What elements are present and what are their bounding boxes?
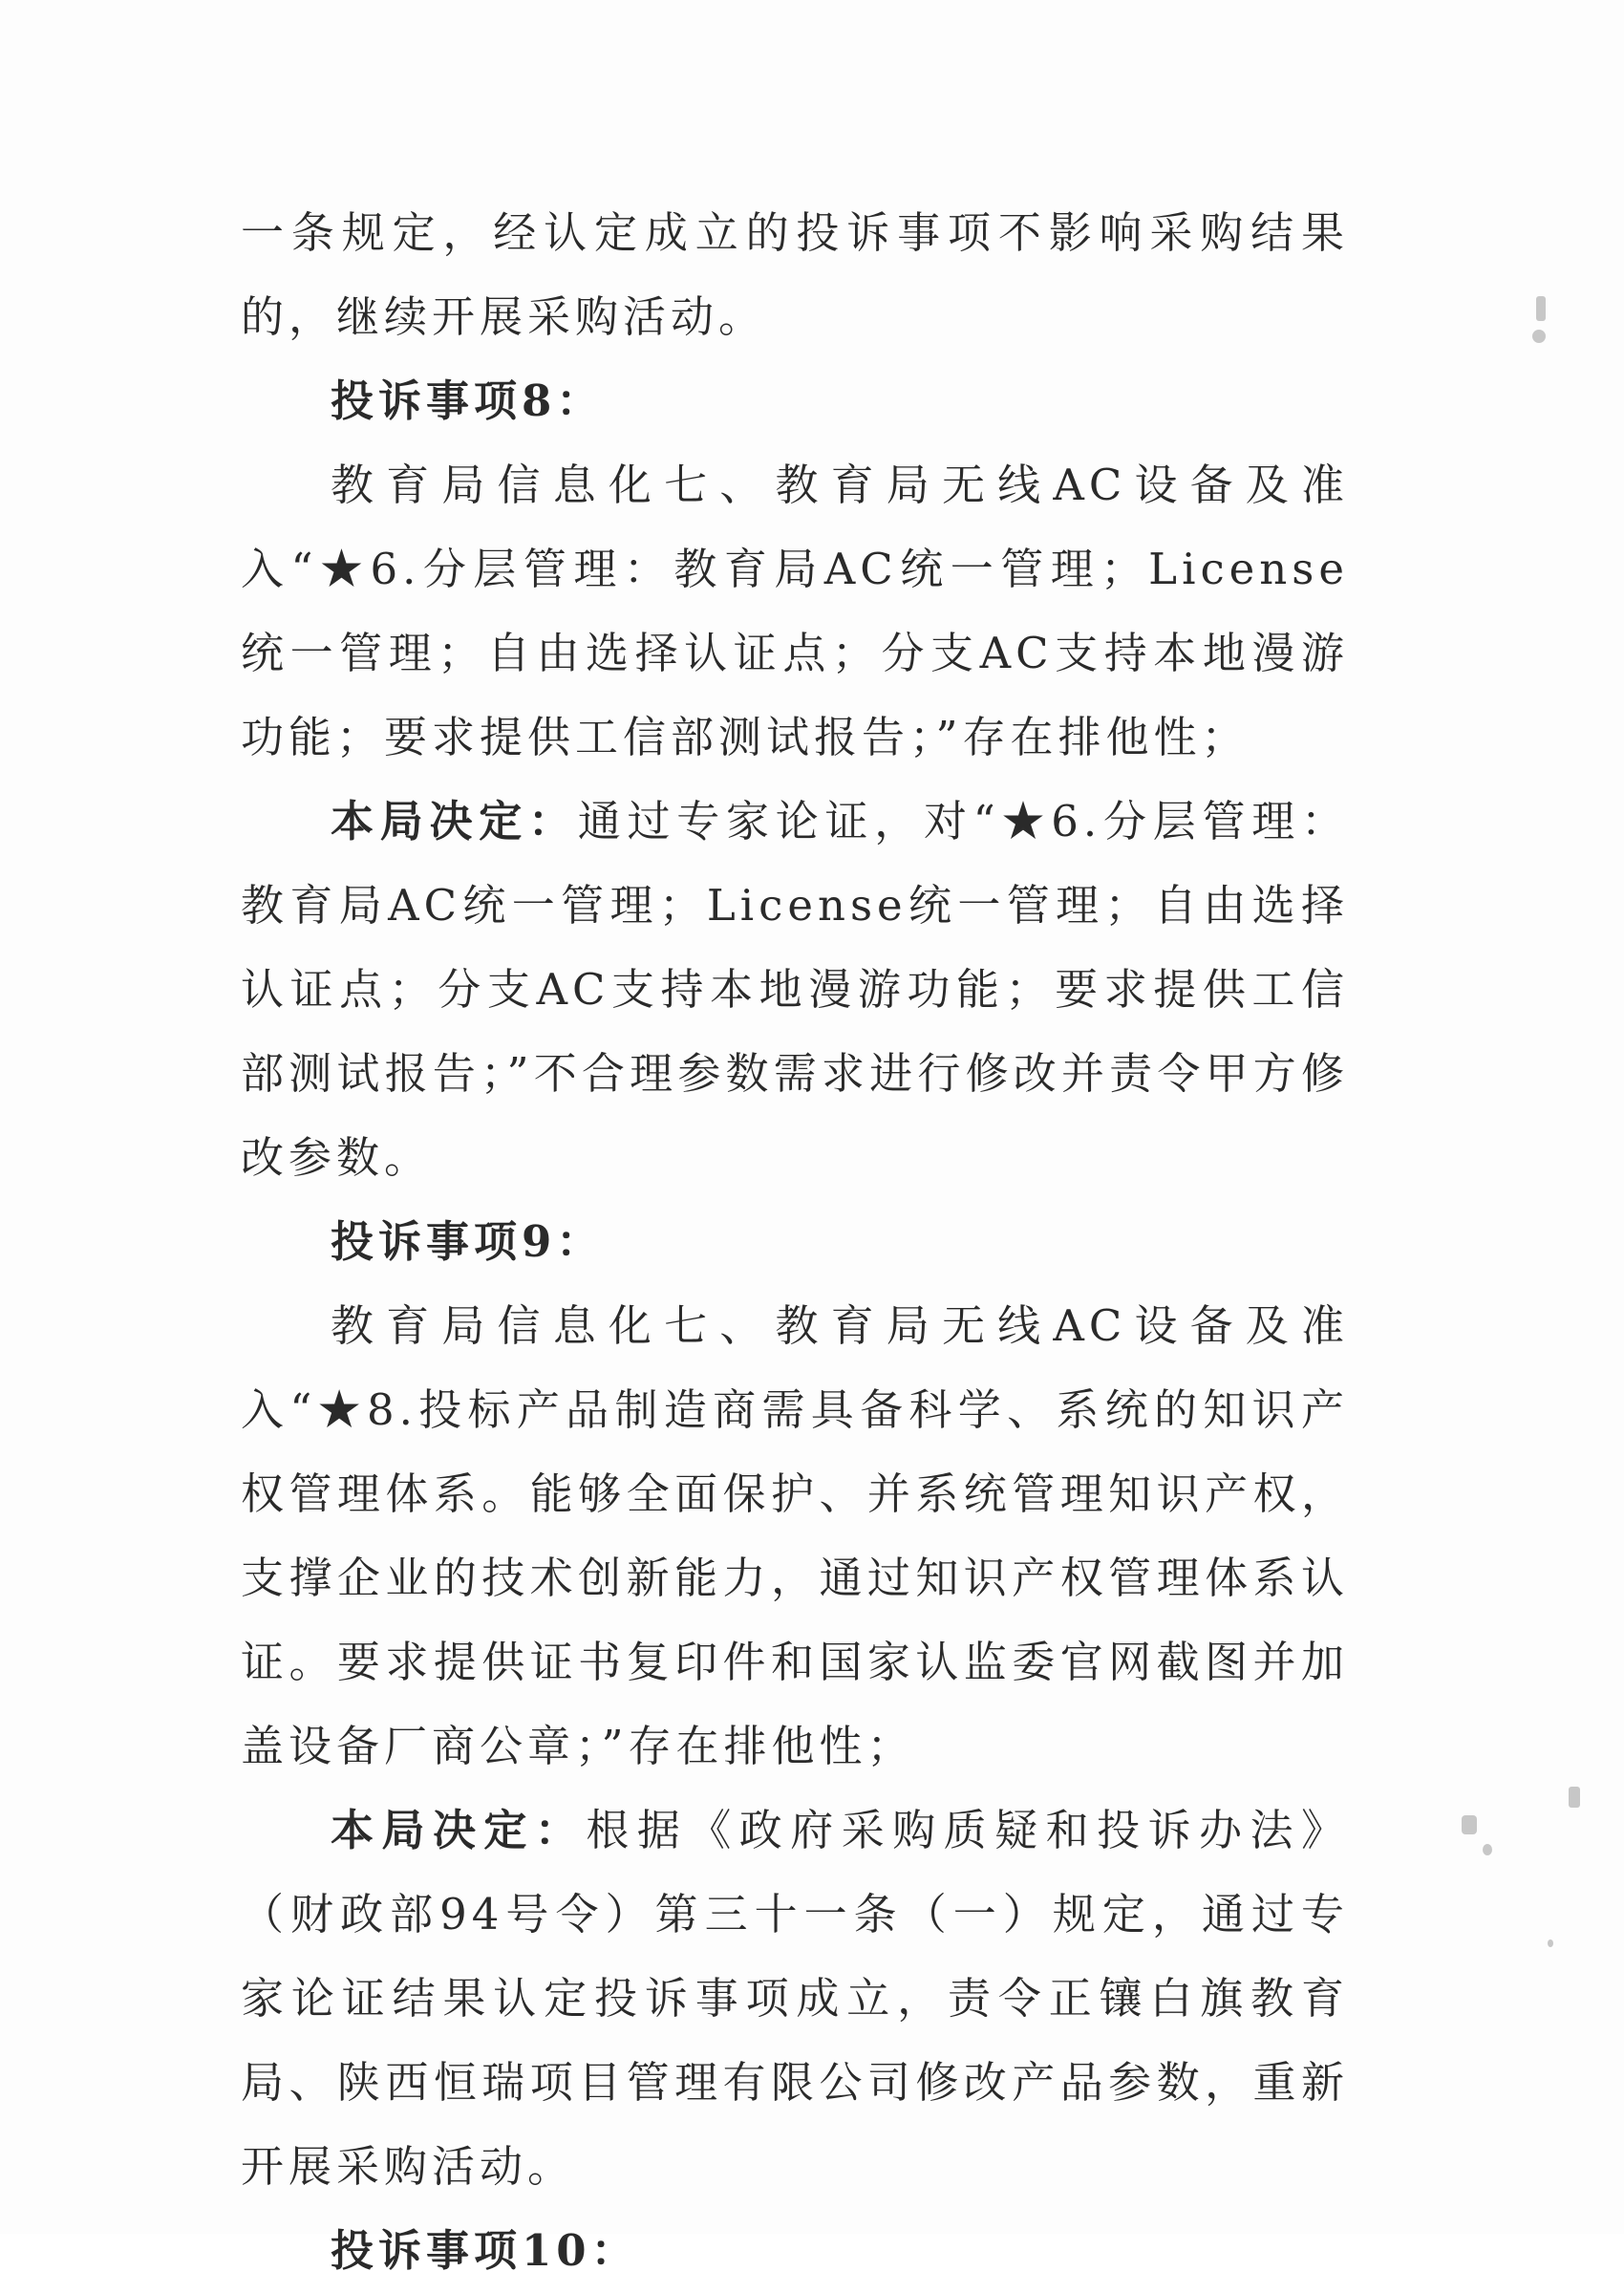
document-body: [241, 191, 1349, 2293]
item10-heading: 投诉事项10：: [331, 2225, 639, 2276]
item9-heading: 投诉事项9：: [331, 1216, 605, 1267]
item8-decision-text: 通过专家论证，对“★6.分层管理：教育局AC统一管理；License统一管理；自由选择认证点；分支AC支持本地漫游功能；要求提供工信部测试报告；”不合理参数需求进行修改并责令甲方修改参数。: [241, 796, 1349, 1183]
item8-heading: 投诉事项8：: [331, 375, 605, 426]
scan-speck: [1532, 330, 1546, 343]
item8-complaint: 教育局信息化七、教育局无线AC设备及准入“★6.分层管理：教育局AC统一管理；License统一管理；自由选择认证点；分支AC支持本地漫游功能；要求提供工信部测试报告；”存在排他性；: [241, 460, 1349, 762]
item8-decision-label: 本局决定：: [331, 796, 578, 846]
item9-decision-text: 根据《政府采购质疑和投诉办法》（财政部94号令）第三十一条（一）规定，通过专家论证结果认定投诉事项成立，责令正镶白旗教育局、陕西恒瑞项目管理有限公司修改产品参数，重新开展采购活动。: [241, 1805, 1349, 2192]
item9-decision-label: 本局决定：: [331, 1805, 587, 1855]
scan-speck: [1483, 1844, 1492, 1855]
intro-paragraph: 一条规定，经认定成立的投诉事项不影响采购结果的，继续开展采购活动。: [241, 207, 1349, 342]
item8-decision-paragraph: [241, 780, 1349, 1200]
scan-speck: [1536, 296, 1546, 321]
scan-speck: [1548, 1939, 1553, 1947]
item9-decision-paragraph: [241, 1789, 1349, 2209]
scan-speck: [1569, 1787, 1580, 1808]
item9-complaint: 教育局信息化七、教育局无线AC设备及准入“★8.投标产品制造商需具备科学、系统的知识产权管理体系。能够全面保护、并系统管理知识产权，支撑企业的技术创新能力，通过知识产权管理体系认证。要求提供证书复印件和国家认监委官网截图并加盖设备厂商公章；”存在排他性；: [241, 1300, 1349, 1771]
scan-speck: [1462, 1815, 1477, 1834]
